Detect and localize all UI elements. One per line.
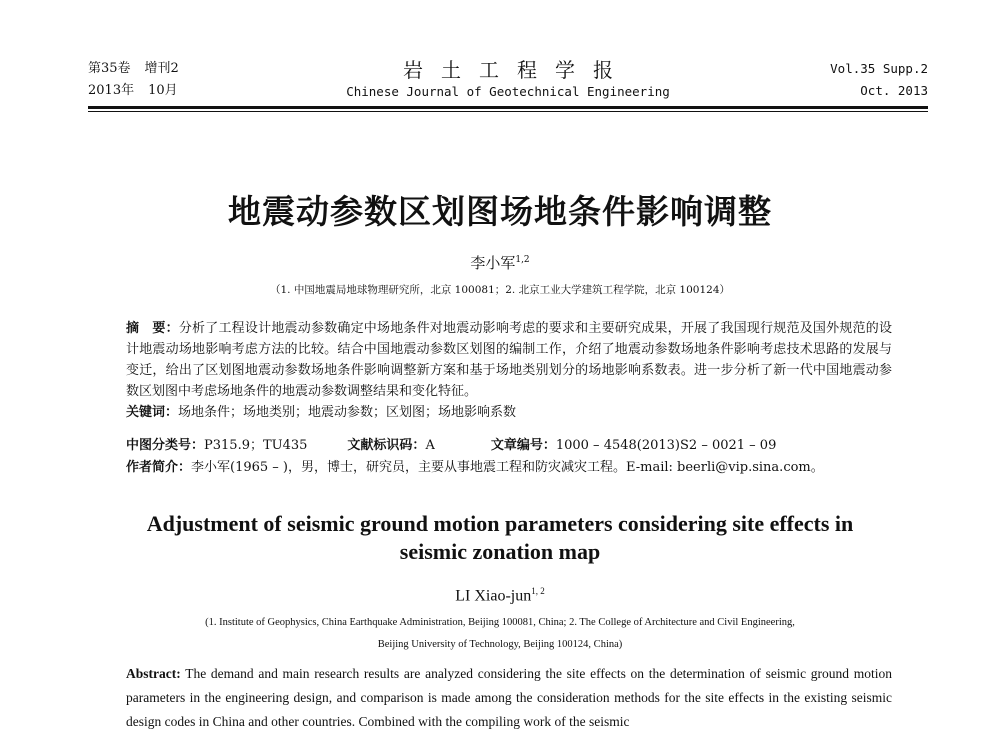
paper-title-cn: 地震动参数区划图场地条件影响调整: [228, 192, 772, 231]
date-en: Oct. 2013: [860, 83, 928, 98]
paper-title-en-text: Adjustment of seismic ground motion parameters considering site effects in seismic zonation map: [146, 511, 854, 564]
abstract-en: Abstract: The demand and main research results are analyzed considering the site effects on the determination of seismic ground motion parameters in the engineering design, and comparison is made among the consideration methods for the site effects in the existing seismic design codes in China and other countries. Combined with the compiling work of the seismic: [126, 666, 892, 729]
author-name-en: LI Xiao-jun: [455, 587, 532, 605]
issue-cn: 增刊2: [144, 61, 179, 76]
volume-en: Vol.35 Supp.2: [830, 61, 928, 76]
bio-text: 李小军(1965 – )，男，博士，研究员，主要从事地震工程和防灾减灾工程。E-mail: beerli@vip.sina.com。: [191, 460, 824, 475]
affiliation-en-line1: (1. Institute of Geophysics, China Earthquake Administration, Beijing 100081, China; 2. The College of Architecture and Civil Engineering,: [205, 617, 795, 628]
abstract-en-label: Abstract: [126, 666, 177, 681]
volume-cn: 第35卷: [88, 61, 131, 76]
abstract-cn-label: 摘 要：: [126, 321, 179, 336]
affiliation-en-line2: Beijing University of Technology, Beijing 100124, China): [377, 639, 623, 650]
article-number-value: 1000 – 4548(2013)S2 – 0021 – 09: [555, 438, 777, 453]
affiliation-cn: （1. 中国地震局地球物理研究所，北京 100081；2. 北京工业大学建筑工程学院，北京 100124）: [269, 284, 731, 296]
author-name-cn: 李小军: [470, 254, 516, 272]
affiliation-en: [0, 612, 1000, 656]
header-right: [830, 58, 928, 102]
article-number-label: 文章编号：: [490, 438, 556, 453]
paper-title-en: [0, 510, 1000, 566]
abstract-cn-text: 分析了工程设计地震动参数确定中场地条件对地震动影响考虑的要求和主要研究成果，开展了我国现行规范及国外规范的设计地震动场地影响考虑方法的比较。结合中国地震动参数区划图的编制工作，介绍了地震动参数场地条件影响考虑技术思路的发展与变迁，给出了区划图地震动参数场地条件影响调整新方案和基于场地类别划分的场地影响系数表。进一步分析了新一代中国地震动参数区划图中考虑场地条件的地震动参数调整结果和变化特征。: [126, 321, 892, 399]
abstract-en-text: The demand and main research results are analyzed considering the site effects on the determination of seismic ground motion parameters in the engineering design, and comparison is made among the consideration methods for the site effects in the existing seismic design codes in China and other countries. Combined with the compiling work of the seismic: [126, 666, 892, 729]
doc-code-label: 文献标识码：: [347, 438, 426, 453]
author-cn: [0, 252, 1000, 273]
journal-name-en: Chinese Journal of Geotechnical Engineering: [346, 84, 670, 99]
journal-header: [88, 58, 928, 106]
author-sup-en: 1, 2: [531, 586, 545, 596]
author-sup-cn: 1,2: [515, 255, 530, 265]
clc-label: 中图分类号：: [126, 438, 205, 453]
abstract-cn: [126, 318, 892, 423]
author-bio-line: [126, 458, 824, 478]
header-center: [88, 58, 928, 102]
header-rule-thick: [88, 106, 928, 109]
year-cn: 2013年: [88, 83, 135, 98]
header-rule-thin: [88, 111, 928, 112]
keywords-cn-label: 关键词：: [126, 405, 179, 420]
bio-label: 作者简介：: [126, 460, 192, 475]
doc-code-value: A: [425, 438, 435, 453]
keywords-cn-text: 场地条件；场地类别；地震动参数；区划图；场地影响系数: [178, 405, 517, 420]
classification-line: [126, 436, 776, 456]
clc-value: P315.9；TU435: [204, 438, 308, 453]
author-en: [0, 586, 1000, 605]
journal-name-cn: 岩土工程学报: [403, 58, 631, 82]
month-cn: 10月: [148, 83, 178, 98]
